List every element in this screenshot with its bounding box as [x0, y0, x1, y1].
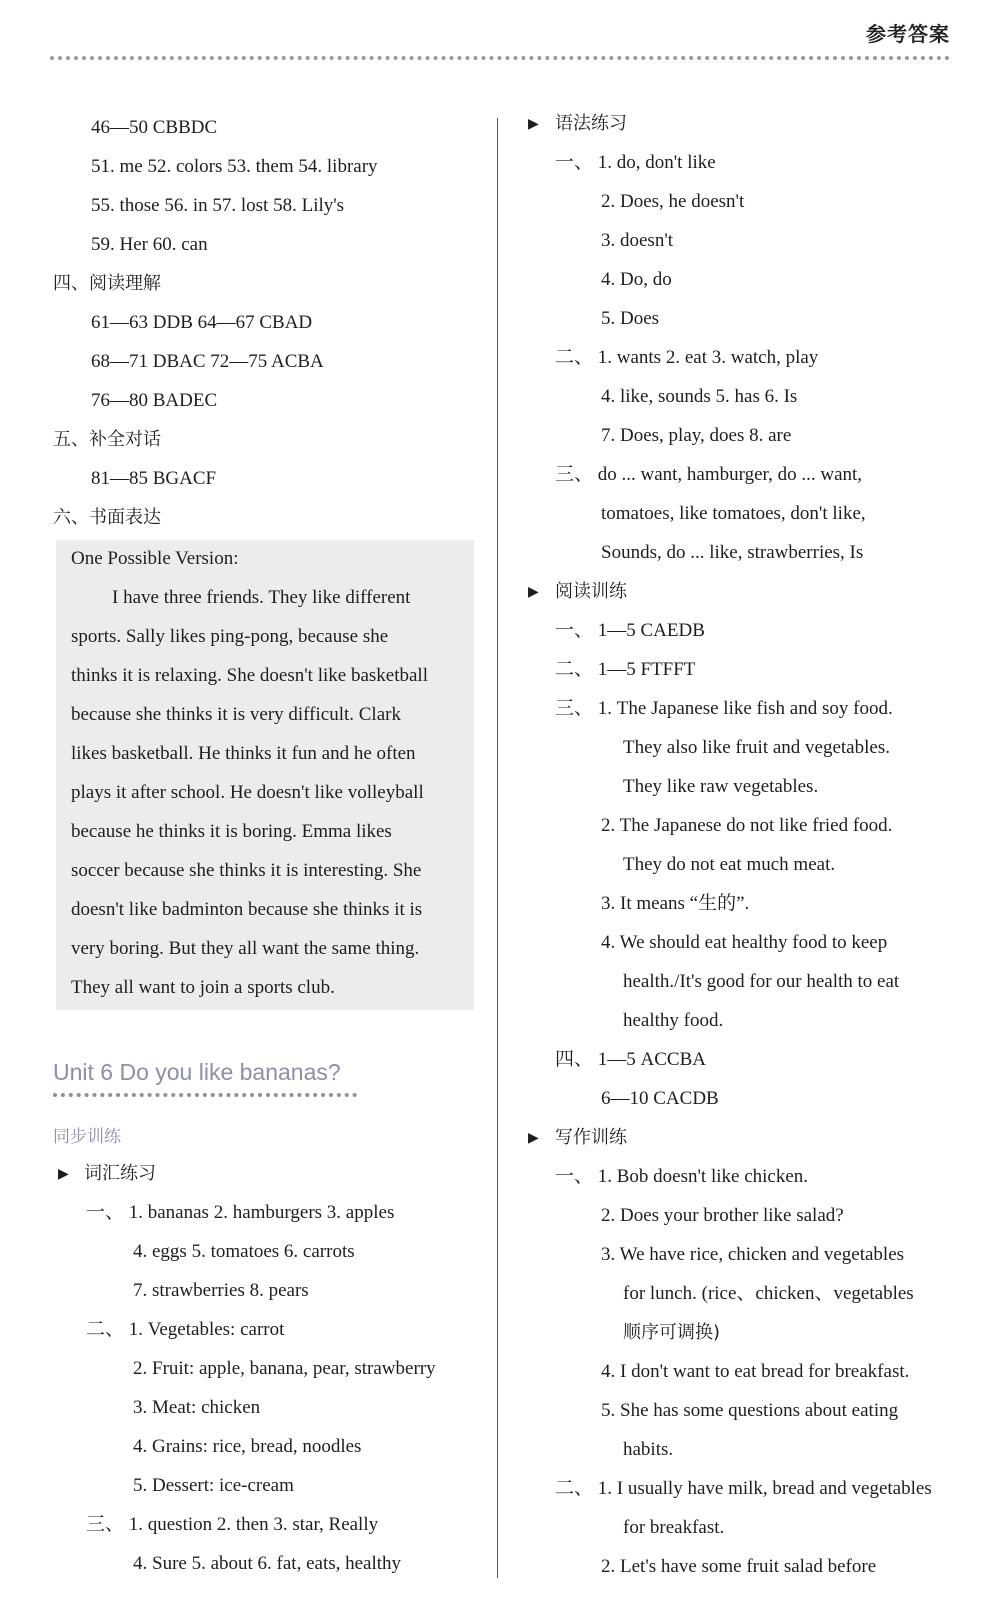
answer-line: for breakfast.: [623, 1517, 725, 1538]
section-heading: 六、书面表达: [53, 507, 161, 528]
essay-line: doesn't like badminton because she thinks it is: [71, 899, 423, 920]
answer-line: 5. Does: [601, 308, 660, 329]
answer-line: 二、 1. wants 2. eat 3. watch, play: [555, 347, 819, 368]
answer-line: Sounds, do ... like, strawberries, Is: [601, 542, 864, 563]
section-heading: 五、补全对话: [53, 429, 161, 450]
answer-line: 二、 1—5 FTFFT: [555, 659, 696, 680]
triangle-bullet-icon: ▶: [528, 584, 539, 600]
answer-line: 4. I don't want to eat bread for breakfast.: [601, 1361, 910, 1382]
answer-line: healthy food.: [623, 1010, 724, 1031]
unit-subtitle: 同步训练: [53, 1127, 121, 1147]
answer-line: 二、 1. Vegetables: carrot: [86, 1319, 285, 1340]
page-header-title: 参考答案: [866, 22, 950, 46]
answer-line: 4. Do, do: [601, 269, 672, 290]
answer-line: 7. Does, play, does 8. are: [601, 425, 792, 446]
answer-line: 三、 do ... want, hamburger, do ... want,: [555, 464, 863, 485]
answer-line: 3. We have rice, chicken and vegetables: [601, 1244, 905, 1265]
answer-line: habits.: [623, 1439, 674, 1460]
answer-line: 一、 1. do, don't like: [555, 152, 716, 173]
answer-line: 一、 1. bananas 2. hamburgers 3. apples: [86, 1202, 395, 1223]
triangle-bullet-icon: ▶: [58, 1166, 69, 1182]
answer-line: 7. strawberries 8. pears: [133, 1280, 309, 1301]
triangle-bullet-icon: ▶: [528, 1130, 539, 1146]
answer-line: 61—63 DDB 64—67 CBAD: [91, 312, 313, 333]
answer-line: 2. Fruit: apple, banana, pear, strawberry: [133, 1358, 436, 1379]
answer-line: 51. me 52. colors 53. them 54. library: [91, 156, 378, 177]
answer-line: 一、 1. Bob doesn't like chicken.: [555, 1166, 809, 1187]
essay-line: plays it after school. He doesn't like volleyball: [71, 782, 424, 803]
answer-line: 4. We should eat healthy food to keep: [601, 932, 888, 953]
answer-line: 四、 1—5 ACCBA: [555, 1049, 706, 1070]
answer-line: 55. those 56. in 57. lost 58. Lily's: [91, 195, 345, 216]
essay-line: because he thinks it is boring. Emma likes: [71, 821, 392, 842]
answer-line: health./It's good for our health to eat: [623, 971, 900, 992]
answer-line: tomatoes, like tomatoes, don't like,: [601, 503, 866, 524]
essay-line: sports. Sally likes ping-pong, because she: [71, 626, 389, 647]
unit-title: Unit 6 Do you like bananas?: [53, 1059, 341, 1085]
essay-line: likes basketball. He thinks it fun and he often: [71, 743, 416, 764]
essay-line: soccer because she thinks it is interesting. She: [71, 860, 422, 881]
essay-line: thinks it is relaxing. She doesn't like basketball: [71, 665, 428, 686]
answer-line: 三、 1. The Japanese like fish and soy food.: [555, 698, 893, 719]
answer-line: 46—50 CBBDC: [91, 117, 218, 138]
answer-line: 3. It means “生的”.: [601, 893, 750, 914]
answer-line: 3. doesn't: [601, 230, 674, 251]
answer-line: 59. Her 60. can: [91, 234, 208, 255]
answer-line: 6—10 CACDB: [601, 1088, 719, 1109]
section-heading: 语法练习: [555, 113, 627, 134]
triangle-bullet-icon: ▶: [528, 116, 539, 132]
answer-line: 68—71 DBAC 72—75 ACBA: [91, 351, 324, 372]
answer-line: 2. The Japanese do not like fried food.: [601, 815, 893, 836]
essay-line: very boring. But they all want the same thing.: [71, 938, 420, 959]
answer-line: 二、 1. I usually have milk, bread and vegetables: [555, 1478, 932, 1499]
essay-line: They all want to join a sports club.: [71, 977, 335, 998]
section-heading: 阅读训练: [555, 581, 627, 602]
answer-line: They also like fruit and vegetables.: [623, 737, 890, 758]
unit-dotted-rule: [53, 1093, 357, 1097]
answer-line: 4. eggs 5. tomatoes 6. carrots: [133, 1241, 355, 1262]
answer-line: 81—85 BGACF: [91, 468, 217, 489]
section-heading: 四、阅读理解: [53, 273, 161, 294]
essay-line: because she thinks it is very difficult. Clark: [71, 704, 401, 725]
answer-line: 3. Meat: chicken: [133, 1397, 261, 1418]
answer-line: 5. Dessert: ice-cream: [133, 1475, 294, 1496]
section-heading: 写作训练: [555, 1127, 627, 1148]
answer-line: 一、 1—5 CAEDB: [555, 620, 705, 641]
answer-line: They do not eat much meat.: [623, 854, 836, 875]
header-dotted-rule: [50, 56, 950, 60]
answer-line: They like raw vegetables.: [623, 776, 819, 797]
answer-line: 5. She has some questions about eating: [601, 1400, 899, 1421]
answer-line: 顺序可调换): [623, 1322, 721, 1343]
essay-line: One Possible Version:: [71, 548, 239, 569]
answer-line: for lunch. (rice、chicken、vegetables: [623, 1283, 914, 1304]
column-divider: [497, 118, 498, 1578]
answer-line: 4. Grains: rice, bread, noodles: [133, 1436, 362, 1457]
answer-line: 三、 1. question 2. then 3. star, Really: [86, 1514, 379, 1535]
answer-line: 4. like, sounds 5. has 6. Is: [601, 386, 798, 407]
answer-line: 2. Does your brother like salad?: [601, 1205, 844, 1226]
answer-line: 2. Let's have some fruit salad before: [601, 1556, 877, 1577]
answer-line: 4. Sure 5. about 6. fat, eats, healthy: [133, 1553, 402, 1574]
section-heading: 词汇练习: [84, 1163, 156, 1184]
essay-line: I have three friends. They like different: [112, 587, 411, 608]
answer-line: 2. Does, he doesn't: [601, 191, 745, 212]
answer-line: 76—80 BADEC: [91, 390, 218, 411]
